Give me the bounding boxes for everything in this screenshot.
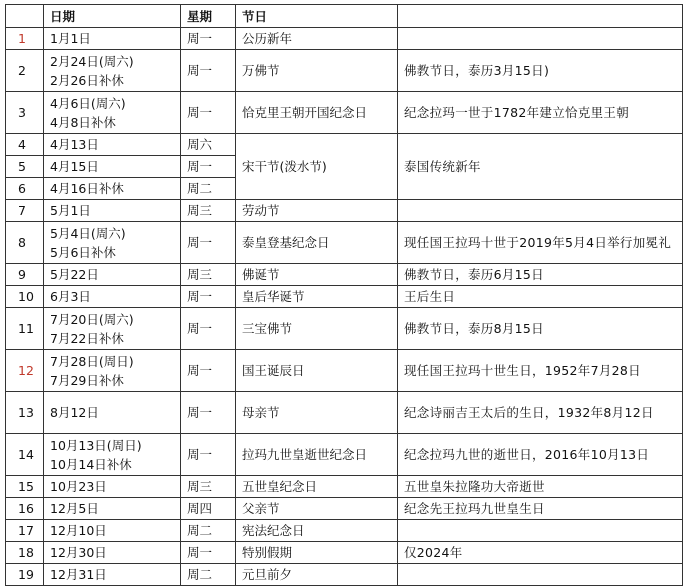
header-index: [6, 5, 44, 28]
row-index: 14: [6, 434, 44, 476]
row-index: 17: [6, 520, 44, 542]
holiday-cell: 父亲节: [236, 498, 398, 520]
table-row: [6, 222, 683, 264]
row-index: 4: [6, 134, 44, 156]
table-row: [6, 564, 683, 586]
row-index: 13: [6, 392, 44, 434]
row-index: 8: [6, 222, 44, 264]
date-line: 12月30日: [50, 545, 107, 560]
header-date: 日期: [44, 5, 181, 28]
date-cell: [44, 134, 181, 156]
date-line: 10月23日: [50, 479, 107, 494]
holiday-cell: 三宝佛节: [236, 308, 398, 350]
holiday-cell: 泰皇登基纪念日: [236, 222, 398, 264]
table-row: [6, 434, 683, 476]
date-line: 6月3日: [50, 289, 91, 304]
note-cell: 五世皇朱拉隆功大帝逝世: [398, 476, 683, 498]
holiday-cell: 五世皇纪念日: [236, 476, 398, 498]
weekday-cell: 周一: [181, 542, 236, 564]
date-line: 2月24日(周六): [50, 53, 134, 69]
row-index: 1: [6, 28, 44, 50]
note-cell: 泰国传统新年: [398, 134, 683, 200]
row-index: 16: [6, 498, 44, 520]
date-cell: [44, 92, 181, 134]
row-index: 11: [6, 308, 44, 350]
weekday-cell: 周二: [181, 520, 236, 542]
date-cell: [44, 434, 181, 476]
date-cell: [44, 222, 181, 264]
date-line: 4月13日: [50, 137, 99, 152]
weekday-cell: 周一: [181, 392, 236, 434]
date-line: 4月16日补休: [50, 181, 124, 196]
header-holiday: 节日: [236, 5, 398, 28]
date-line: 4月15日: [50, 159, 99, 174]
note-cell: 纪念拉玛一世于1782年建立恰克里王朝: [398, 92, 683, 134]
holiday-cell: 万佛节: [236, 50, 398, 92]
table-row: [6, 286, 683, 308]
note-cell: [398, 564, 683, 586]
date-cell: [44, 542, 181, 564]
table-row: [6, 520, 683, 542]
date-line: 5月4日(周六): [50, 225, 126, 241]
date-line: 7月29日补休: [50, 372, 124, 388]
row-index: 9: [6, 264, 44, 286]
table-row: [6, 350, 683, 392]
date-line: 7月20日(周六): [50, 311, 134, 327]
weekday-cell: 周一: [181, 434, 236, 476]
weekday-cell: 周二: [181, 178, 236, 200]
date-cell: [44, 350, 181, 392]
date-cell: [44, 156, 181, 178]
date-cell: [44, 264, 181, 286]
weekday-cell: 周一: [181, 308, 236, 350]
holiday-cell: 恰克里王朝开国纪念日: [236, 92, 398, 134]
date-cell: [44, 286, 181, 308]
date-line: 5月22日: [50, 267, 99, 282]
holiday-cell: 母亲节: [236, 392, 398, 434]
row-index: 2: [6, 50, 44, 92]
weekday-cell: 周三: [181, 200, 236, 222]
date-cell: [44, 520, 181, 542]
note-cell: [398, 520, 683, 542]
header-note: [398, 5, 683, 28]
date-line: 12月31日: [50, 567, 107, 582]
note-cell: 佛教节日，泰历6月15日: [398, 264, 683, 286]
table-row: [6, 134, 683, 156]
table-row: [6, 498, 683, 520]
weekday-cell: 周一: [181, 156, 236, 178]
date-cell: [44, 178, 181, 200]
date-cell: [44, 28, 181, 50]
weekday-cell: 周三: [181, 476, 236, 498]
holiday-cell: 宪法纪念日: [236, 520, 398, 542]
header-weekday: 星期: [181, 5, 236, 28]
row-index: 5: [6, 156, 44, 178]
row-index: 19: [6, 564, 44, 586]
row-index: 18: [6, 542, 44, 564]
note-cell: 纪念拉玛九世的逝世日，2016年10月13日: [398, 434, 683, 476]
date-cell: [44, 498, 181, 520]
date-cell: [44, 476, 181, 498]
table-row: [6, 28, 683, 50]
note-cell: [398, 28, 683, 50]
holiday-cell: 皇后华诞节: [236, 286, 398, 308]
note-cell: 仅2024年: [398, 542, 683, 564]
weekday-cell: 周三: [181, 264, 236, 286]
date-line: 5月6日补休: [50, 244, 116, 260]
row-index: 6: [6, 178, 44, 200]
note-cell: [398, 200, 683, 222]
weekday-cell: 周一: [181, 350, 236, 392]
table-row: [6, 476, 683, 498]
holiday-cell: 公历新年: [236, 28, 398, 50]
weekday-cell: 周一: [181, 92, 236, 134]
date-cell: [44, 564, 181, 586]
date-line: 7月22日补休: [50, 330, 124, 346]
header-row: [6, 5, 683, 28]
date-cell: [44, 200, 181, 222]
row-index: 7: [6, 200, 44, 222]
date-cell: [44, 50, 181, 92]
note-cell: 纪念诗丽吉王太后的生日，1932年8月12日: [398, 392, 683, 434]
table-row: [6, 264, 683, 286]
note-cell: 现任国王拉玛十世生日，1952年7月28日: [398, 350, 683, 392]
weekday-cell: 周四: [181, 498, 236, 520]
row-index: 3: [6, 92, 44, 134]
holiday-cell: 国王诞辰日: [236, 350, 398, 392]
note-cell: 王后生日: [398, 286, 683, 308]
date-line: 12月10日: [50, 523, 107, 538]
date-cell: [44, 392, 181, 434]
date-line: 7月28日(周日): [50, 353, 134, 369]
date-line: 12月5日: [50, 501, 99, 516]
date-line: 2月26日补休: [50, 72, 124, 88]
table-row: [6, 392, 683, 434]
weekday-cell: 周一: [181, 50, 236, 92]
table-row: [6, 92, 683, 134]
row-index: 10: [6, 286, 44, 308]
weekday-cell: 周二: [181, 564, 236, 586]
date-cell: [44, 308, 181, 350]
holiday-cell: 元旦前夕: [236, 564, 398, 586]
date-line: 10月14日补休: [50, 456, 132, 472]
date-line: 8月12日: [50, 405, 99, 420]
holiday-cell: 佛诞节: [236, 264, 398, 286]
table-row: [6, 542, 683, 564]
note-cell: 佛教节日，泰历8月15日: [398, 308, 683, 350]
table-row: [6, 50, 683, 92]
weekday-cell: 周六: [181, 134, 236, 156]
date-line: 10月13日(周日): [50, 437, 142, 453]
holiday-cell: 拉玛九世皇逝世纪念日: [236, 434, 398, 476]
holiday-cell: 宋干节(泼水节): [236, 134, 398, 200]
note-cell: 纪念先王拉玛九世皇生日: [398, 498, 683, 520]
row-index: 12: [6, 350, 44, 392]
weekday-cell: 周一: [181, 222, 236, 264]
table-row: [6, 200, 683, 222]
date-line: 4月8日补休: [50, 114, 116, 130]
date-line: 5月1日: [50, 203, 91, 218]
weekday-cell: 周一: [181, 286, 236, 308]
note-cell: 现任国王拉玛十世于2019年5月4日举行加冕礼: [398, 222, 683, 264]
date-line: 4月6日(周六): [50, 95, 126, 111]
holiday-table: [5, 4, 683, 586]
date-line: 1月1日: [50, 31, 91, 46]
holiday-cell: 劳动节: [236, 200, 398, 222]
weekday-cell: 周一: [181, 28, 236, 50]
row-index: 15: [6, 476, 44, 498]
holiday-cell: 特别假期: [236, 542, 398, 564]
note-cell: 佛教节日，泰历3月15日): [398, 50, 683, 92]
table-row: [6, 308, 683, 350]
